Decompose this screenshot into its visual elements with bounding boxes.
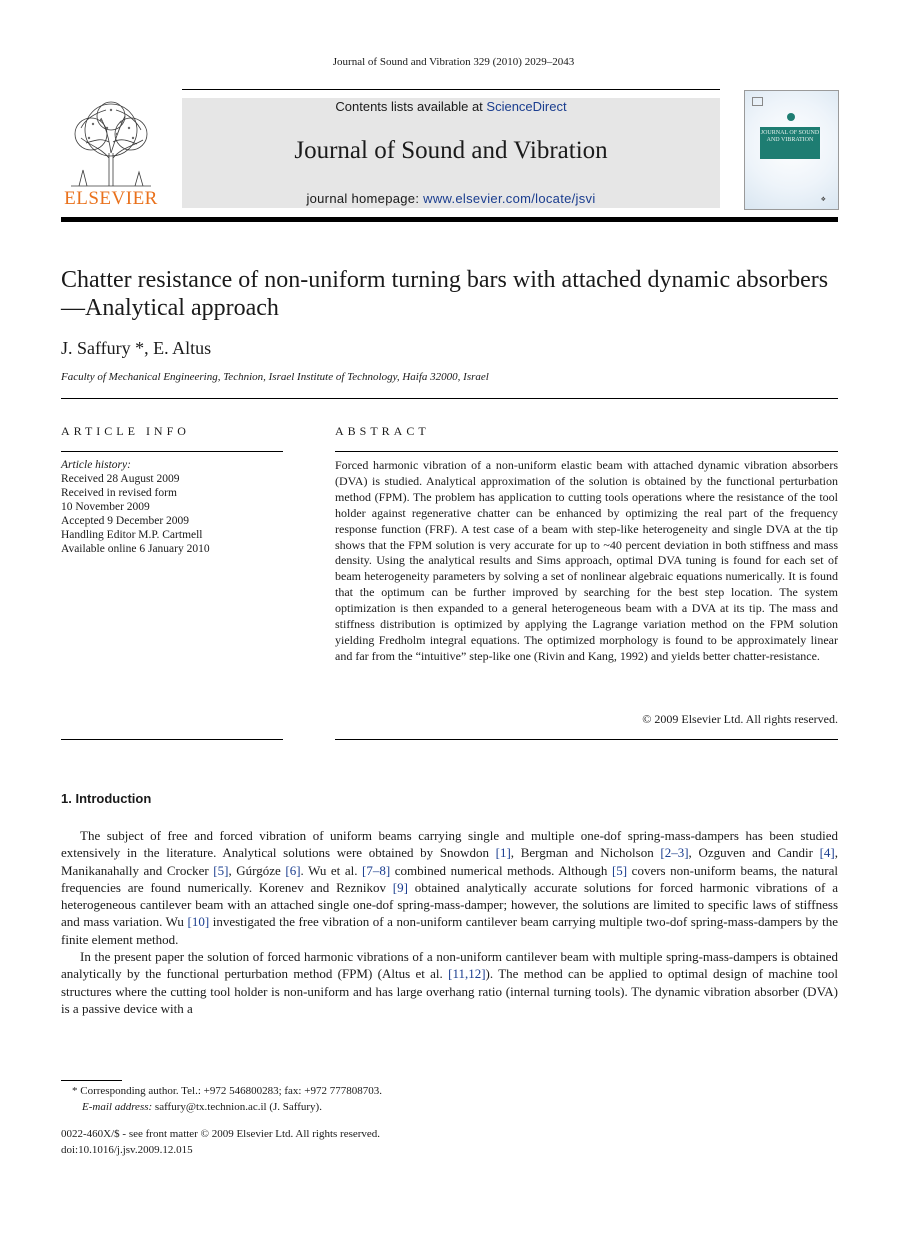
paragraph-text: combined numerical methods. Although bbox=[390, 862, 612, 878]
contents-line bbox=[182, 99, 720, 114]
paragraph-text: , Gúrgóze bbox=[228, 862, 286, 878]
elsevier-tree-icon bbox=[61, 98, 161, 188]
cover-corner-mark bbox=[752, 97, 763, 106]
article-title: Chatter resistance of non-uniform turning bars with attached dynamic absorbers—Analytical approach bbox=[61, 267, 829, 321]
journal-homepage bbox=[182, 191, 720, 206]
citation-link[interactable]: [9] bbox=[392, 879, 408, 895]
contents-prefix: Contents lists available at bbox=[335, 99, 487, 114]
citation-link[interactable]: [7–8] bbox=[362, 862, 391, 878]
citation-link[interactable]: [1] bbox=[495, 845, 511, 861]
section-heading-introduction: 1. Introduction bbox=[61, 791, 152, 806]
footnote-rule bbox=[61, 1080, 122, 1081]
citation-link[interactable]: [5] bbox=[611, 862, 628, 878]
citation-link[interactable]: [6] bbox=[285, 862, 301, 878]
citation-link[interactable]: [5] bbox=[213, 862, 229, 878]
sciencedirect-link[interactable]: ScienceDirect bbox=[486, 99, 567, 114]
footnote bbox=[61, 1084, 382, 1115]
article-history bbox=[61, 458, 210, 556]
article-info-top-rule bbox=[61, 451, 283, 452]
paragraph-text: . Wu et al. bbox=[300, 862, 363, 878]
article-info-heading: ARTICLE INFO bbox=[61, 424, 190, 438]
paragraph-text: The subject of free and forced vibration of uniform beams carrying single and multiple one-dof spring-mass-dampers has been studied extensively in the literature. Analytical solutions were obtained by Snowdon bbox=[61, 828, 838, 861]
author-affiliation: Faculty of Mechanical Engineering, Technion, Israel Institute of Technology, Haifa 32000, Israel bbox=[61, 371, 489, 383]
paragraph-text: investigated the free vibration of a non-uniform cantilever beam carrying multiple two-dof spring-mass-dampers by the finite element method. bbox=[61, 914, 838, 947]
homepage-link[interactable]: www.elsevier.com/locate/jsvi bbox=[423, 191, 596, 206]
paragraph-text: obtained analytically accurate solutions for forced harmonic vibrations of a heterogeneous cantilever beam with an attached single one-dof spring-mass-damper; however, the solutions are limited to specific laws of stiffness and mass variation. Wu bbox=[61, 879, 838, 930]
history-item: Accepted 9 December 2009 bbox=[61, 515, 190, 527]
email-label: E-mail address: bbox=[82, 1100, 153, 1113]
history-item: Handling Editor M.P. Cartmell bbox=[61, 529, 203, 541]
history-item: 10 November 2009 bbox=[61, 501, 150, 513]
article-info-bottom-rule bbox=[61, 739, 283, 740]
corresponding-author-note: * Corresponding author. Tel.: +972 546800283; fax: +972 777808703. bbox=[72, 1085, 382, 1097]
history-label: Article history: bbox=[61, 459, 131, 471]
abstract-heading: ABSTRACT bbox=[335, 424, 430, 438]
citation-link[interactable]: [11,12] bbox=[448, 966, 486, 982]
paragraph-text: , Bergman and Nicholson bbox=[510, 845, 661, 861]
affiliation-divider bbox=[61, 398, 838, 399]
journal-citation: Journal of Sound and Vibration 329 (2010) 2029–2043 bbox=[332, 56, 575, 68]
introduction-body bbox=[61, 827, 838, 1017]
abstract-top-rule bbox=[335, 451, 838, 452]
cover-publisher-icon: ❖ bbox=[820, 197, 826, 203]
journal-cover-thumbnail[interactable] bbox=[744, 90, 839, 210]
abstract-text: Forced harmonic vibration of a non-uniform elastic beam with attached dynamic vibration absorbers (DVA) is studied. Analytical approximation of the solution is obtained by the functional perturbation method (FPM). The problem has application to cutting tools operations where the resistance of the tool holder against regenerative chatter can be enhanced by optimizing the real part of the frequency response function (FRF). A test case of a beam with step-like heterogeneity and single DVA at the tip shows that the FPM solution is very accurate for up to ~40 percent deviation in both stiffness and mass density. Using the analytical results and Sims approach, optimal DVA tuning is found for each set of beam heterogeneity parameters by solving a set of nonlinear algebraic equations numerically. It is found that the optimum can be further improved by searching for the best step location. The system optimization is then expanded to a general heterogeneous beam with a DVA at its tip. The mass and stiffness distribution is optimized by applying the Lagrange variation method on the FPM solution yielding Fredholm integral equations. The optimized morphology is found to be approximately linear and far from the “intuitive” step-like one (Rivin and Kang, 1992) and yields better chatter-resistance. bbox=[335, 458, 838, 663]
article-authors[interactable]: J. Saffury *, E. Altus bbox=[61, 338, 212, 358]
history-item: Received in revised form bbox=[61, 487, 177, 499]
citation-link[interactable]: [10] bbox=[187, 914, 210, 930]
paragraph-text: In the present paper the solution of forced harmonic vibrations of a non-uniform cantilever beam with multiple spring-mass-dampers is obtained analytically by the functional perturbation method (FPM) (Altus et al. bbox=[61, 949, 838, 982]
issn-line: 0022-460X/$ - see front matter © 2009 Elsevier Ltd. All rights reserved. bbox=[61, 1128, 381, 1140]
elsevier-wordmark: ELSEVIER bbox=[64, 188, 158, 209]
homepage-prefix: journal homepage: bbox=[306, 191, 424, 206]
paragraph-text: , Ozguven and Candir bbox=[688, 845, 820, 861]
email-address[interactable]: saffury@tx.technion.ac.il (J. Saffury). bbox=[152, 1100, 322, 1113]
email-note bbox=[61, 1100, 382, 1116]
citation-link[interactable]: [4] bbox=[819, 845, 835, 861]
elsevier-logo[interactable] bbox=[61, 98, 161, 210]
front-matter bbox=[61, 1127, 380, 1158]
paragraph-text: ). The method can be applied to optimal design of machine tool structures where the cutting tool holder is non-uniform and has large overhang ratio (internal turning tools). The dynamic vibration absorber (DVA) is a passive device with a bbox=[61, 966, 838, 1016]
history-item: Received 28 August 2009 bbox=[61, 473, 180, 485]
paragraph bbox=[61, 948, 838, 1017]
abstract-copyright: © 2009 Elsevier Ltd. All rights reserved. bbox=[642, 712, 838, 726]
doi[interactable]: doi:10.1016/j.jsv.2009.12.015 bbox=[61, 1143, 193, 1156]
cover-emblem-icon bbox=[787, 113, 795, 121]
paragraph-text: , Manikanahally and Crocker bbox=[61, 845, 838, 878]
paragraph-text: covers non-uniform beams, the natural frequencies are found numerically. Korenev and Reznikov bbox=[61, 862, 838, 895]
header-top-rule bbox=[182, 89, 720, 90]
history-item: Available online 6 January 2010 bbox=[61, 543, 210, 555]
paragraph bbox=[61, 827, 838, 948]
journal-name: Journal of Sound and Vibration bbox=[294, 137, 608, 164]
citation-link[interactable]: [2–3] bbox=[660, 845, 689, 861]
cover-title: JOURNAL OF SOUND AND VIBRATION bbox=[760, 127, 820, 159]
header-divider bbox=[61, 217, 838, 222]
abstract-bottom-rule bbox=[335, 739, 838, 740]
